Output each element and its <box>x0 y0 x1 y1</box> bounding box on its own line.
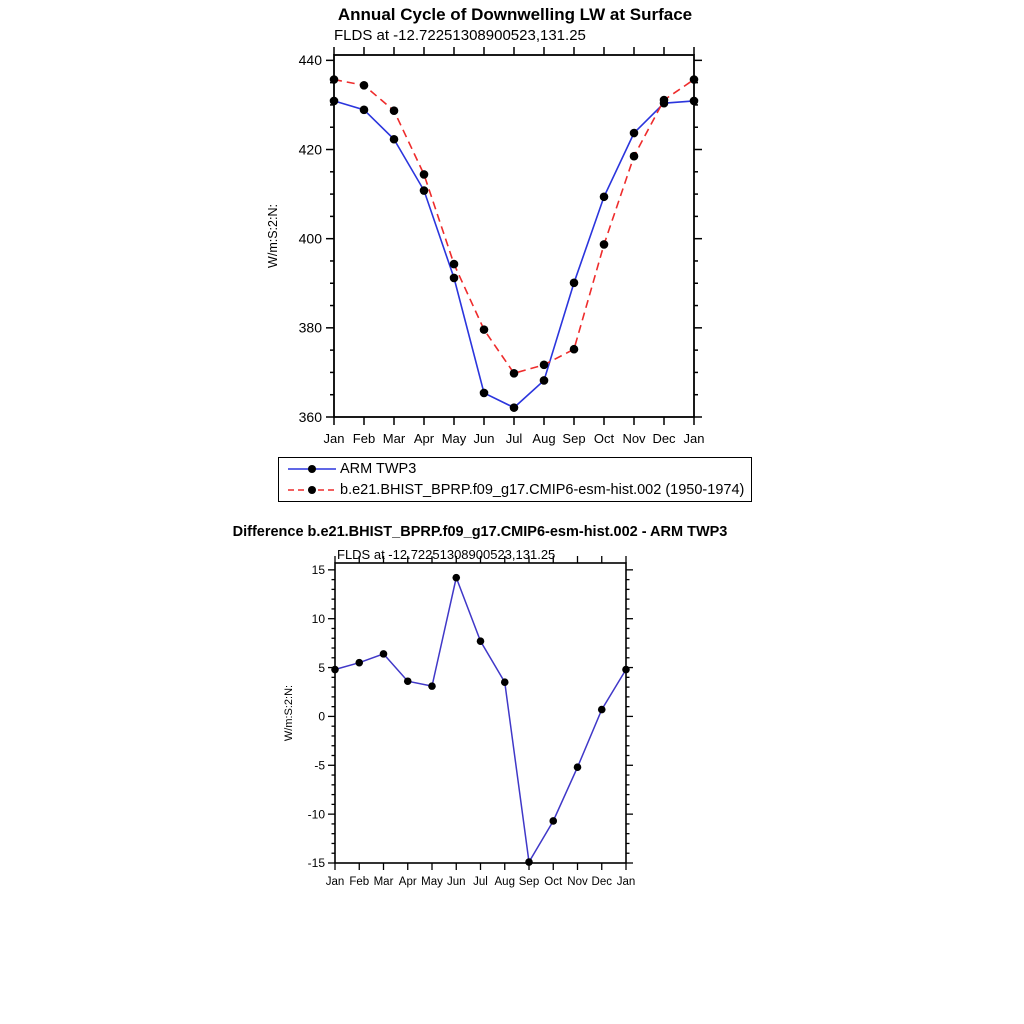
x-tick-label: Jun <box>446 876 466 888</box>
x-tick-label: Jul <box>473 876 488 888</box>
legend-box <box>278 457 752 502</box>
x-tick-label: Aug <box>494 876 515 888</box>
y-tick-label: 15 <box>311 563 325 578</box>
top-chart-y-axis-label: W/m:S:2:N: <box>266 204 280 268</box>
y-tick-label: -5 <box>314 758 325 773</box>
data-point-marker <box>477 637 485 645</box>
x-tick-label: Dec <box>591 876 612 888</box>
x-tick-label: Jan <box>683 431 705 446</box>
x-tick-label: Dec <box>652 431 676 446</box>
x-tick-label: Sep <box>518 876 540 888</box>
y-tick-label: 360 <box>298 408 322 425</box>
x-tick-label: Oct <box>544 876 563 888</box>
data-point-marker <box>450 260 459 269</box>
data-point-marker <box>452 574 460 582</box>
legend-item <box>283 459 747 479</box>
data-point-marker <box>501 678 509 686</box>
x-tick-label: Mar <box>373 876 394 888</box>
x-tick-label: Apr <box>413 431 435 446</box>
top-chart-subtitle: FLDS at -12.72251308900523,131.25 <box>334 27 586 44</box>
diff-chart-frame <box>335 563 626 863</box>
legend-sample-marker <box>308 486 316 494</box>
data-point-marker <box>570 279 579 288</box>
legend-sample-marker <box>308 465 316 473</box>
x-tick-label: Nov <box>622 431 646 446</box>
data-point-marker <box>510 369 519 378</box>
top-chart-plot <box>266 47 704 446</box>
data-point-marker <box>660 96 669 105</box>
x-tick-label: Jun <box>473 431 495 446</box>
x-tick-label: Jan <box>323 431 345 446</box>
data-point-marker <box>549 817 557 825</box>
data-point-marker <box>525 858 533 866</box>
data-point-marker <box>331 666 339 674</box>
data-point-marker <box>510 403 519 412</box>
x-tick-label: Feb <box>352 431 376 446</box>
y-tick-label: -10 <box>307 807 325 822</box>
diff-chart-y-axis-label: W/m:S:2:N: <box>283 684 295 742</box>
data-point-marker <box>630 129 639 138</box>
data-point-marker <box>360 81 369 90</box>
data-point-marker <box>450 274 459 283</box>
data-point-marker <box>480 389 489 398</box>
x-tick-label: May <box>441 431 467 446</box>
diff-chart-y-axis <box>308 563 633 870</box>
legend-item-label: b.e21.BHIST_BPRP.f09_g17.CMIP6-esm-hist.002 (1950-1974) <box>340 481 745 498</box>
y-tick-label: -15 <box>307 856 325 871</box>
legend-item <box>283 480 747 500</box>
top-chart-x-axis <box>324 47 705 446</box>
data-point-marker <box>598 706 606 714</box>
x-tick-label: Apr <box>398 876 417 888</box>
x-tick-label: Mar <box>382 431 406 446</box>
data-point-marker <box>574 763 582 771</box>
y-tick-label: 5 <box>318 660 325 675</box>
top-chart-frame <box>334 55 694 417</box>
legend-line-sample-dashed <box>286 483 338 497</box>
x-tick-label: May <box>421 876 443 888</box>
data-point-marker <box>690 75 699 84</box>
data-point-marker <box>360 106 369 115</box>
y-tick-label: 400 <box>298 230 322 247</box>
series-line-0 <box>334 101 694 408</box>
diff-chart-x-axis <box>326 556 636 888</box>
top-chart-title: Annual Cycle of Downwelling LW at Surface <box>337 5 693 24</box>
data-point-marker <box>690 97 699 106</box>
legend-item-label: ARM TWP3 <box>340 461 417 478</box>
data-point-marker <box>404 677 412 685</box>
data-point-marker <box>380 650 388 658</box>
data-point-marker <box>428 682 436 690</box>
x-tick-label: Oct <box>593 431 615 446</box>
x-tick-label: Nov <box>567 876 588 888</box>
data-point-marker <box>622 666 630 674</box>
x-tick-label: Jan <box>325 876 345 888</box>
y-tick-label: 380 <box>298 319 322 336</box>
data-point-marker <box>355 659 363 667</box>
y-tick-label: 440 <box>298 52 322 69</box>
y-tick-label: 420 <box>298 141 322 158</box>
diff-chart-plot <box>283 556 635 888</box>
data-point-marker <box>420 186 429 195</box>
x-tick-label: Feb <box>349 876 370 888</box>
series-line-0 <box>335 578 626 862</box>
data-point-marker <box>570 345 579 354</box>
data-point-marker <box>630 152 639 161</box>
data-point-marker <box>600 240 609 249</box>
y-tick-label: 0 <box>318 709 325 724</box>
diff-chart-subtitle: FLDS at -12.72251308900523,131.25 <box>337 547 556 562</box>
data-point-marker <box>480 325 489 334</box>
data-point-marker <box>330 75 339 84</box>
data-point-marker <box>540 376 549 385</box>
series-line-1 <box>334 80 694 374</box>
data-point-marker <box>390 106 399 115</box>
x-tick-label: Sep <box>562 431 586 446</box>
data-point-marker <box>540 361 549 370</box>
diff-chart-title: Difference b.e21.BHIST_BPRP.f09_g17.CMIP6-esm-hist.002 - ARM TWP3 <box>232 524 728 540</box>
x-tick-label: Jan <box>616 876 636 888</box>
data-point-marker <box>600 192 609 201</box>
y-tick-label: 10 <box>311 611 325 626</box>
data-point-marker <box>330 97 339 106</box>
legend-line-sample-solid <box>286 462 338 476</box>
data-point-marker <box>420 170 429 179</box>
x-tick-label: Aug <box>532 431 556 446</box>
x-tick-label: Jul <box>505 431 523 446</box>
data-point-marker <box>390 135 399 144</box>
